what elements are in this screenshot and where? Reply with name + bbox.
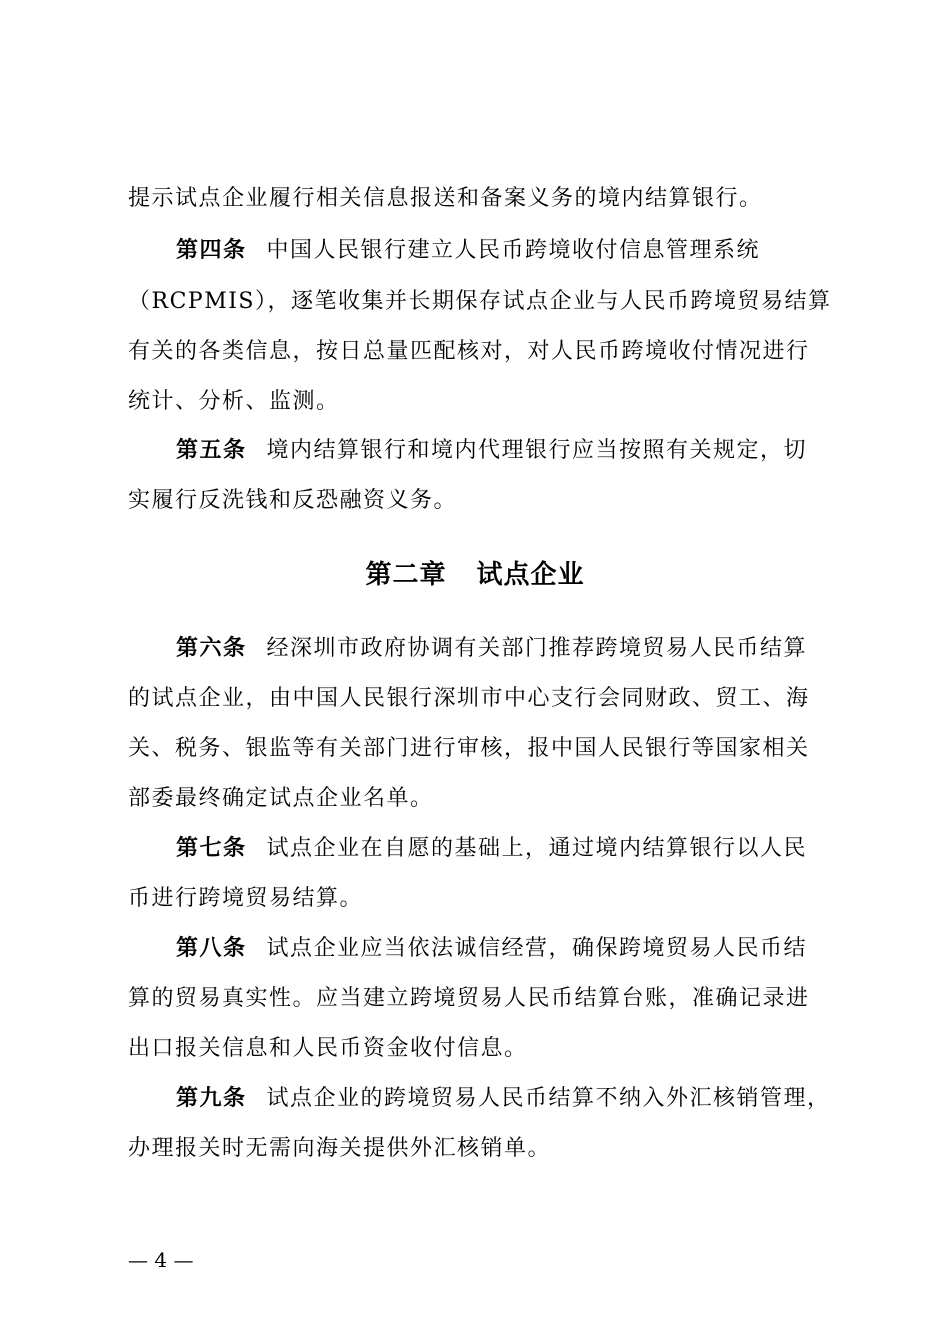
article-5-label: 第五条 xyxy=(176,438,247,463)
article-7-line-1 xyxy=(176,834,828,864)
article-8-label: 第八条 xyxy=(176,936,247,961)
article-9-line-1 xyxy=(176,1084,831,1114)
article-7-label: 第七条 xyxy=(176,836,247,861)
article-6-label: 第六条 xyxy=(176,636,247,661)
page-number: — 4 — xyxy=(128,1248,194,1272)
paragraph-text: 提示试点企业履行相关信息报送和备案义务的境内结算银行。 xyxy=(128,186,763,211)
article-8-line-1 xyxy=(176,934,828,964)
chapter-title: 试点企业 xyxy=(476,560,585,590)
article-4-line-1 xyxy=(176,236,828,266)
article-6-text: 经深圳市政府协调有关部门推荐跨境贸易人民币结算 xyxy=(266,636,808,661)
article-5-line-2: 实履行反洗钱和反恐融资义务。 xyxy=(128,488,458,513)
article-4-line-4: 统计、分析、监测。 xyxy=(128,389,340,414)
article-9-label: 第九条 xyxy=(176,1086,247,1111)
article-8-text: 试点企业应当依法诚信经营，确保跨境贸易人民币结 xyxy=(266,936,808,961)
article-6-line-2: 的试点企业，由中国人民银行深圳市中心支行会同财政、贸工、海 xyxy=(128,686,810,711)
article-9-text: 试点企业的跨境贸易人民币结算不纳入外汇核销管理， xyxy=(266,1086,831,1111)
chapter-number: 第二章 xyxy=(365,560,447,590)
article-4-label: 第四条 xyxy=(176,238,247,263)
article-4-line-3: 有关的各类信息，按日总量匹配核对，对人民币跨境收付情况进行 xyxy=(128,339,810,364)
article-4-line-2: （RCPMIS），逐笔收集并长期保存试点企业与人民币跨境贸易结算 xyxy=(128,289,832,314)
article-6-line-4: 部委最终确定试点企业名单。 xyxy=(128,786,434,811)
article-5-line-1 xyxy=(176,436,828,466)
article-6-line-1 xyxy=(176,634,828,664)
article-5-text: 境内结算银行和境内代理银行应当按照有关规定，切 xyxy=(266,438,808,463)
article-6-line-3: 关、税务、银监等有关部门进行审核，报中国人民银行等国家相关 xyxy=(128,736,810,761)
article-8-line-2: 算的贸易真实性。应当建立跨境贸易人民币结算台账，准确记录进 xyxy=(128,986,810,1011)
paragraph-continuation xyxy=(128,184,828,214)
chapter-heading xyxy=(0,558,950,592)
article-8-line-3: 出口报关信息和人民币资金收付信息。 xyxy=(128,1036,528,1061)
article-9-line-2: 办理报关时无需向海关提供外汇核销单。 xyxy=(128,1136,552,1161)
article-7-text: 试点企业在自愿的基础上，通过境内结算银行以人民 xyxy=(266,836,808,861)
article-7-line-2: 币进行跨境贸易结算。 xyxy=(128,886,364,911)
article-4-text: 中国人民银行建立人民币跨境收付信息管理系统 xyxy=(266,238,761,263)
